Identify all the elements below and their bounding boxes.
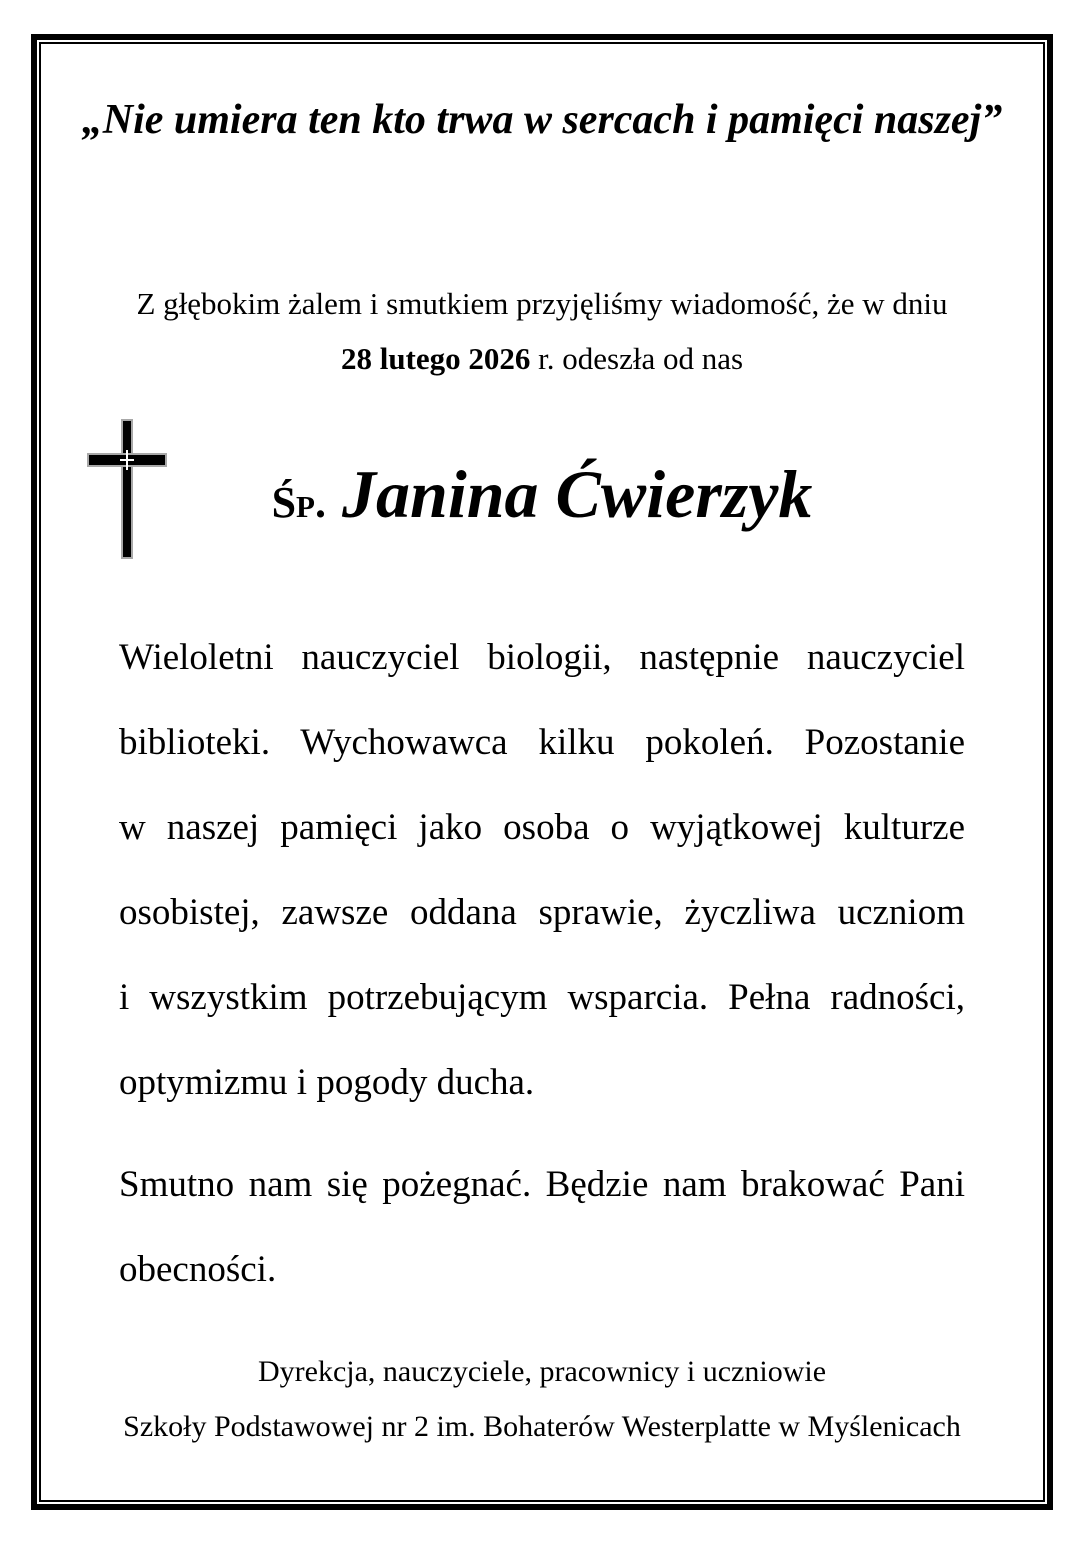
body-paragraph-2: Smutno nam się pożegnać. Będzie nam brakować Pani obecności. [119,1164,965,1290]
deceased-name-line [41,419,1043,588]
signature-line2: Szkoły Podstawowej nr 2 im. Bohaterów Westerplatte w Myślenicach [123,1410,961,1443]
inner-border [39,42,1045,1502]
deceased-name: Janina Ćwierzyk [342,456,813,532]
honorific-sp: Śp. [271,478,326,527]
deceased-name-row [41,419,1043,569]
announcement-line1: Z głębokim żalem i smutkiem przyjęliśmy wiadomość, że w dniu [136,286,948,321]
signature-block [41,1344,1043,1454]
latin-cross-icon [87,419,167,559]
announcement-line2 [41,331,1043,386]
death-date: 28 lutego 2026 [340,341,531,376]
cross-center-highlight-horizontal [120,459,134,461]
cross-vertical-bar [121,419,133,559]
double-border-frame [31,34,1053,1510]
memorial-quote: „Nie umiera ten kto trwa w sercach i pamięci naszej” [81,97,1003,143]
announcement-line2-rest: r. odeszła od nas [530,341,744,376]
signature-line1: Dyrekcja, nauczyciele, pracownicy i uczniowie [257,1355,827,1388]
body-paragraph-1: Wieloletni nauczyciel biologii, następnie nauczyciel biblioteki. Wychowawca kilku pokoleń. Pozostanie w naszej pamięci jako osoba o wyjątkowej kulturze osobistej, zawsze oddana sprawie, życzliwa uczniom i wszystkim potrzebującym wsparcia. Pełna radności, optymizmu i pogody ducha. [119,637,965,1103]
announcement-intro [41,276,1043,386]
obituary-body [119,615,965,1312]
